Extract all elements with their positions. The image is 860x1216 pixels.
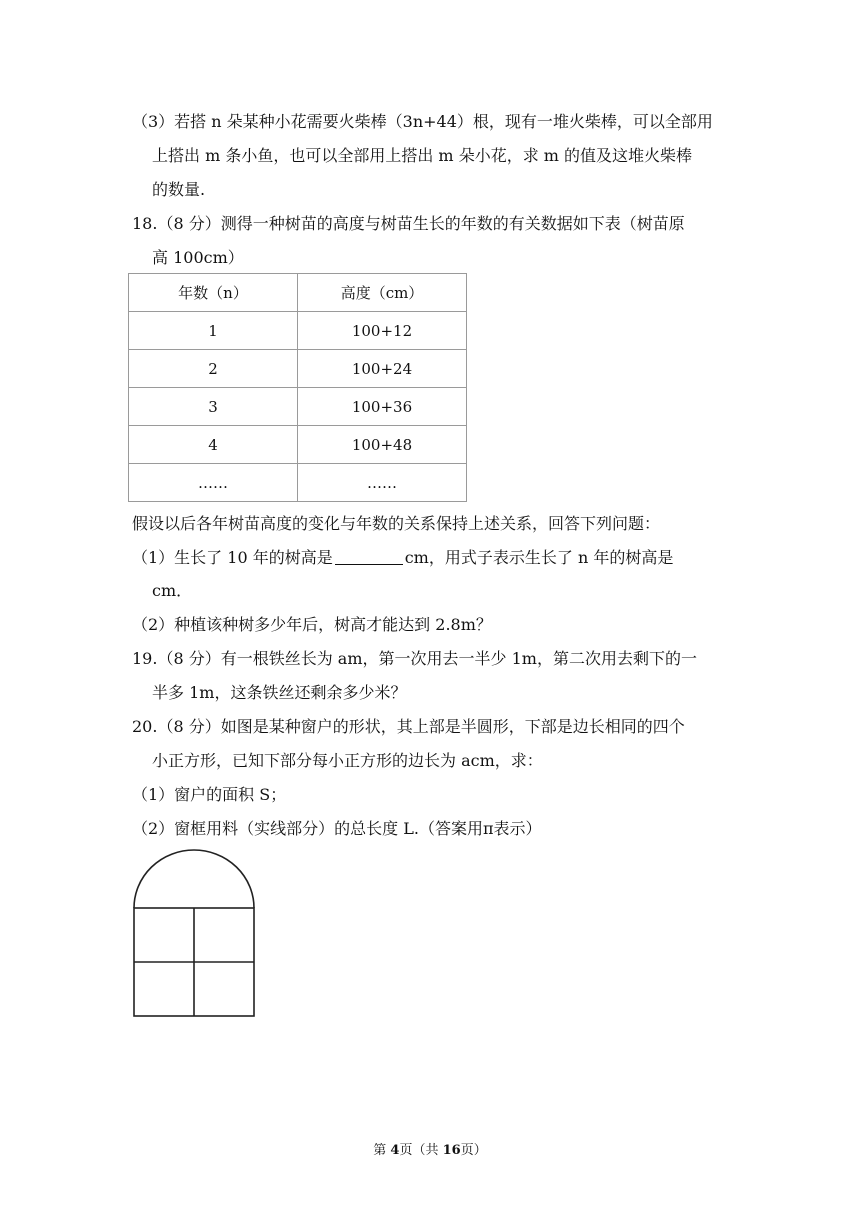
footer-suffix: 页）: [460, 1143, 487, 1158]
page-number: 4: [390, 1143, 400, 1158]
table-header-cell: 高度（cm）: [298, 274, 467, 312]
table-row: [129, 426, 467, 464]
problem20-q2: （2）窗框用料（实线部分）的总长度 L.（答案用π表示）: [132, 819, 542, 838]
table-cell: ……: [129, 464, 298, 502]
problem18-q1-line2: cm．: [152, 581, 193, 600]
semicircle-arc: [134, 850, 254, 908]
table-cell: 1: [129, 312, 298, 350]
table-row: [129, 464, 467, 502]
table-cell: 100+36: [298, 388, 467, 426]
table-cell: 2: [129, 350, 298, 388]
problem18-q1-after: cm，用式子表示生长了 n 年的树高是: [404, 548, 674, 567]
problem18-assumption: 假设以后各年树苗高度的变化与年数的关系保持上述关系，回答下列问题：: [132, 514, 661, 533]
problem20-line2: 小正方形，已知下部分每小正方形的边长为 acm，求：: [152, 751, 543, 770]
problem18-q1: [132, 547, 673, 569]
table-cell: 3: [129, 388, 298, 426]
problem17-part3-line1: （3）若搭 n 朵某种小花需要火柴棒（3n+44）根，现有一堆火柴棒，可以全部用: [132, 112, 713, 131]
problem19-line2: 半多 1m，这条铁丝还剩余多少米？: [152, 683, 407, 702]
problem20-q1: （1）窗户的面积 S；: [132, 785, 287, 804]
footer-prefix: 第: [373, 1143, 391, 1158]
answer-blank[interactable]: [335, 548, 403, 565]
page-total: 16: [442, 1143, 461, 1158]
table-cell: 4: [129, 426, 298, 464]
problem18-q2: （2）种植该种树多少年后，树高才能达到 2.8m？: [132, 615, 492, 634]
problem19-line1: 19.（8 分）有一根铁丝长为 am，第一次用去一半少 1m，第二次用去剩下的一: [132, 649, 697, 668]
problem18-line1: 18.（8 分）测得一种树苗的高度与树苗生长的年数的有关数据如下表（树苗原: [132, 214, 685, 233]
problem17-part3-line3: 的数量.: [152, 180, 206, 199]
problem18-line2: 高 100cm）: [152, 248, 244, 267]
tree-height-table: [128, 273, 467, 502]
table-cell: 100+48: [298, 426, 467, 464]
table-header-cell: 年数（n）: [129, 274, 298, 312]
table-row: [129, 350, 467, 388]
table-header-row: [129, 274, 467, 312]
window-figure: [128, 845, 262, 1025]
table-cell: 100+12: [298, 312, 467, 350]
problem17-part3-line2: 上搭出 m 条小鱼，也可以全部用上搭出 m 朵小花，求 m 的值及这堆火柴棒: [152, 146, 693, 165]
problem18-q1-before: （1）生长了 10 年的树高是: [132, 548, 333, 567]
table-row: [129, 312, 467, 350]
table-cell: ……: [298, 464, 467, 502]
problem20-line1: 20.（8 分）如图是某种窗户的形状，其上部是半圆形，下部是边长相同的四个: [132, 717, 685, 736]
table-cell: 100+24: [298, 350, 467, 388]
table-row: [129, 388, 467, 426]
page-footer: [0, 1139, 860, 1158]
footer-middle: 页（共: [399, 1143, 443, 1158]
